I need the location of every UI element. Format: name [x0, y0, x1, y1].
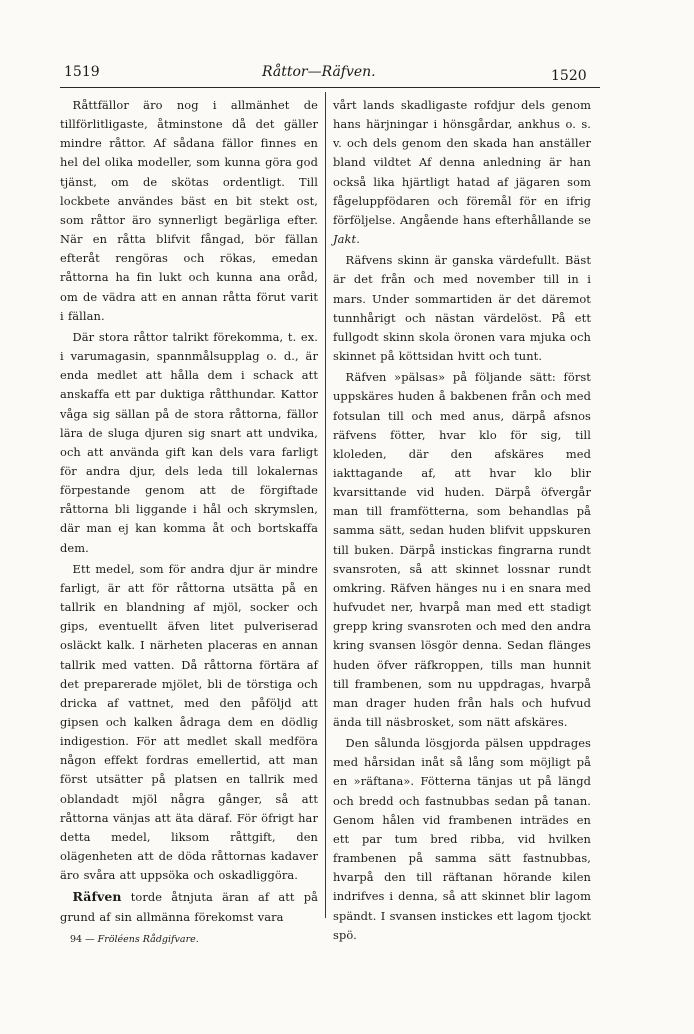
paragraph: Ett medel, som för andra djur är mindre farligt, är att för råttorna utsätta på en tallrik en blandning af mjöl, socker och gips, eventuellt äfven litet pulveriserad osläckt kalk. I närheten placeras en annan tallrik med vatten. Då råttorna förtära af det preparerade mjölet, bli de törstiga och dricka af vattnet, med den påföljd att gipsen och kalken ådraga dem en dödlig indigestion. För att medlet skall medföra någon effekt fordras emellertid, att man först utsätter på platsen en tallrik med oblandadt mjöl några gånger, så att råttorna vänjas att äta däraf. För öfrigt har detta medel, liksom råttgift, den olägenheten att de döda råttornas kadaver äro svåra att uppsöka och oskadliggöra. — [60, 561, 318, 883]
paragraph-entry-rafven — [60, 887, 318, 926]
footer-signature — [70, 934, 199, 945]
paragraph — [333, 96, 591, 249]
left-column — [60, 96, 318, 927]
header-rule — [60, 87, 600, 88]
paragraph: Där stora råttor talrikt förekomma, t. ex. i varumagasin, spannmålsupplag o. d., är enda medlet att hålla dem i schack att anskaffa ett par duktiga råtthundar. Kattor våga sig sällan på de stora råttorna, fällor lära de sluga djuren sig snart att undvika, och att använda gift kan dels vara farligt för andra djur, dels leda till lokalernas förpestande genom att de förgiftade råttorna bli liggande i hål och skrymslen, där man ej kan komma åt och bortskaffa dem. — [60, 329, 318, 555]
paragraph: Råttfällor äro nog i allmänhet de tillförlitligaste, åtminstone då det gäller mindre råttor. Af sådana fällor finnes en hel del olika modeller, som kunna göra god tjänst, om de skötas ordentligt. Till lockbete användes bäst en bit stekt ost, som råttor äro synnerligt begärliga efter. När en råtta blifvit fångad, bör fällan efteråt rengöras och rökas, emedan råttorna ha fin lukt och kunna ana oråd, om de vädra att en annan råtta förut varit i fällan. — [60, 98, 318, 323]
footer-prefix: 94 — — [70, 934, 98, 945]
paragraph-text-end: . — [356, 232, 360, 247]
page-number-left: 1519 — [64, 64, 100, 80]
cross-reference-link: Jakt — [333, 232, 357, 247]
paragraph: Räfvens skinn är ganska värdefullt. Bäst är det från och med november till in i mars. Under sommartiden är det däremot tunnhårigt och nästan värdelöst. På ett fullgodt skinn skola öronen vara mjuka och skinnet på köttsidan hvitt och tunt. — [333, 253, 591, 364]
running-title: Råttor—Räfven. — [262, 64, 376, 80]
paragraph: Den sålunda lösgjorda pälsen uppdrages med hårsidan inåt så lång som möjligt på en »räftana». Fötterna tänjas ut på längd och bredd och fastnubbas sedan på tanan. Genom hålen vid frambenen inträdes en ett par tum bred ribba, vid hvilken frambenen på samma sätt fastnubbas, hvarpå den till räftanan hörande kilen indrifves i denna, så att skinnet blir lagom spändt. I svansen instickes ett lagom tjockt spö. — [333, 736, 591, 942]
column-divider — [325, 92, 326, 918]
entry-text: torde åtnjuta äran af att på grund af sin allmänna förekomst vara — [60, 890, 318, 924]
paragraph: Räfven »pälsas» på följande sätt: först uppskäres huden å bakbenen från och med fotsulan till och med anus, därpå afsnos räfvens fötter, hvar klo för sig, till kloleden, där den afskäres med iakttagande af, att hvar klo blir kvarsittande vid huden. Därpå öfvergår man till framfötterna, som behandlas på samma sätt, sedan huden blifvit uppskuren till buken. Därpå instickas fingrarna rundt svansroten, så att skinnet lossnar rundt omkring. Räfven hänges nu i en snara med hufvudet ner, hvarpå man med ett stadigt grepp kring svansroten och med den andra kring svansen lösgör denna. Sedan flänges huden öfver räfkroppen, tills man hunnit till frambenen, som nu uppdragas, hvarpå man drager huden från hals och hufvud ända till näsbrosket, som nätt afskäres. — [333, 370, 591, 729]
entry-term: Räfven — [72, 889, 122, 905]
right-column — [333, 96, 591, 945]
footer-source: Fröléens Rådgifvare. — [97, 934, 199, 945]
paragraph-text: vårt lands skadligaste rofdjur dels genom hans härjningar i hönsgårdar, ankhus o. s. v. och dels genom den skada han anställer bland vildtet Af denna anledning är han också lika hjärtligt hatad af jägaren som fågeluppfödaren och föremål för en ifrig förföljelse. Angående hans efterhållande se — [333, 98, 591, 227]
page-number-right: 1520 — [551, 68, 587, 84]
